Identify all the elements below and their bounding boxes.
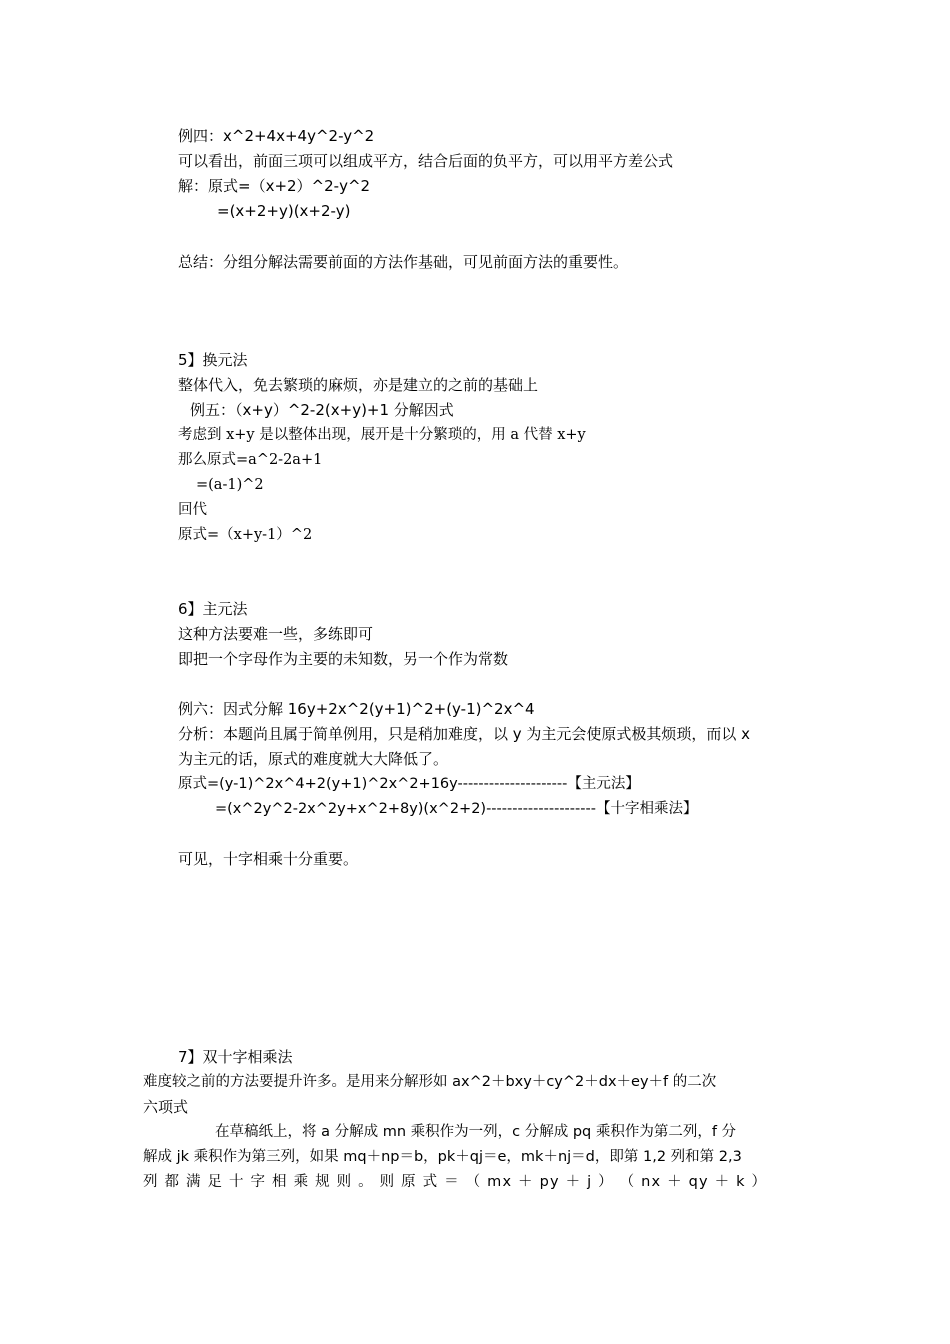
section-5-line-4: 回代	[178, 502, 207, 518]
section-6-heading: 6】主元法	[178, 600, 248, 618]
example-6-analysis-1: 分析：本题尚且属于简单例用，只是稍加难度，以 y 为主元会使原式极其烦琐，而以 x	[178, 725, 751, 743]
section-7-line-4: 解成 jk 乘积作为第三列，如果 mq＋np＝b，pk＋qj＝e，mk＋nj＝d，即第 1,2 列和第 2,3	[143, 1149, 742, 1165]
example-5-title: 例五：（x+y）^2-2(x+y)+1 分解因式	[190, 401, 454, 419]
example-6-step-2: =(x^2y^2-2x^2y+x^2+8y)(x^2+2)---------------------【十字相乘法】	[215, 801, 698, 817]
summary-text: 总结：分组分解法需要前面的方法作基础，可见前面方法的重要性。	[178, 253, 629, 271]
section-7-heading: 7】双十字相乘法	[178, 1048, 293, 1066]
example-6-step-1: 原式=(y-1)^2x^4+2(y+1)^2x^2+16y---------------------【主元法】	[178, 776, 640, 792]
section-7-line-1: 难度较之前的方法要提升许多。是用来分解形如 ax^2＋bxy＋cy^2＋dx＋ey＋f 的二次	[143, 1074, 717, 1090]
section-5-line-1: 考虑到 x+y 是以整体出现，展开是十分繁琐的，用 a 代替 x+y	[178, 427, 586, 443]
example-6-analysis-2: 为主元的话，原式的难度就大大降低了。	[178, 750, 449, 768]
example-4-note: 可以看出，前面三项可以组成平方，结合后面的负平方，可以用平方差公式	[178, 152, 674, 170]
example-4-solution-line-1: 解：原式=（x+2）^2-y^2	[178, 177, 371, 195]
section-5-line-2: 那么原式=a^2-2a+1	[178, 452, 323, 468]
example-4-title: 例四：x^2+4x+4y^2-y^2	[178, 127, 375, 145]
section-5-line-5: 原式=（x+y-1）^2	[178, 527, 313, 543]
section-6-conclusion: 可见，十字相乘十分重要。	[178, 850, 359, 868]
section-5-intro: 整体代入，免去繁琐的麻烦，亦是建立的之前的基础上	[178, 376, 539, 394]
section-7-line-2: 六项式	[143, 1098, 189, 1116]
section-5-heading: 5】换元法	[178, 351, 248, 369]
section-7-line-3: 在草稿纸上，将 a 分解成 mn 乘积作为一列，c 分解成 pq 乘积作为第二列，f 分	[215, 1124, 737, 1140]
example-6-title: 例六：因式分解 16y+2x^2(y+1)^2+(y-1)^2x^4	[178, 700, 535, 718]
example-4-solution-line-2: =(x+2+y)(x+2-y)	[217, 202, 351, 220]
section-5-line-3: =(a-1)^2	[196, 477, 264, 493]
section-6-line-1: 这种方法要难一些，多练即可	[178, 625, 374, 643]
section-6-line-2: 即把一个字母作为主要的未知数，另一个作为常数	[178, 650, 509, 668]
section-7-line-5: 列 都 满 足 十 字 相 乘 规 则 。 则 原 式 ＝ （ mx ＋ py ＋ j ） （ nx ＋ qy ＋ k ）	[143, 1174, 768, 1190]
